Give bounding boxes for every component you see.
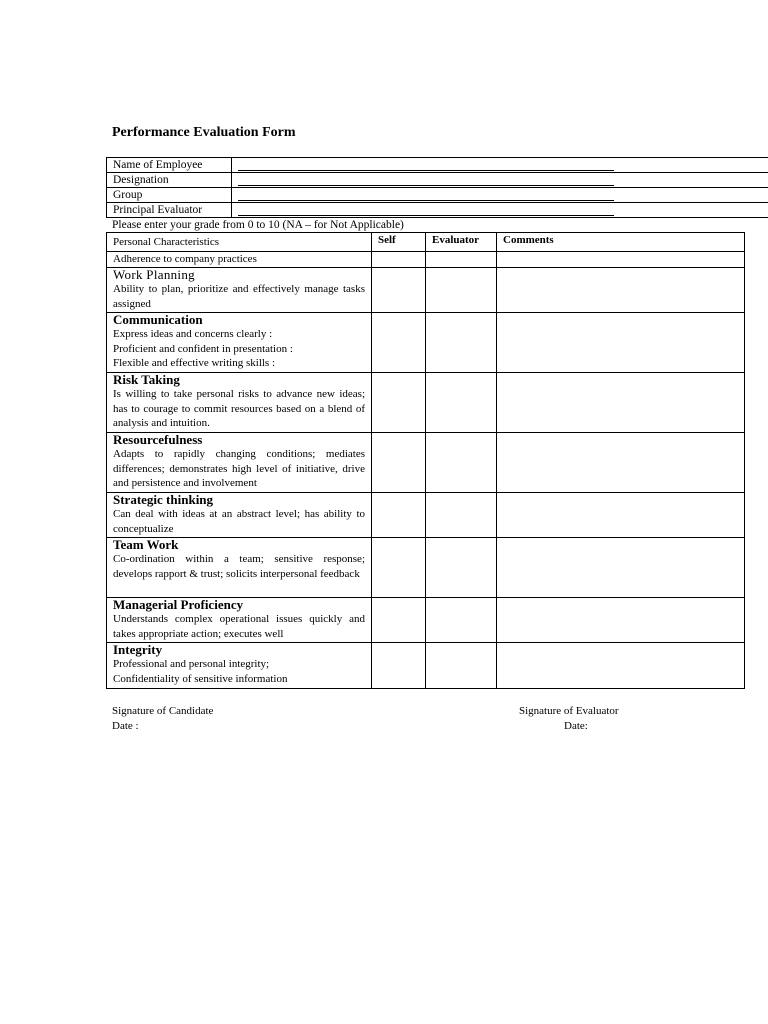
info-label: Group xyxy=(107,188,232,203)
self-grade-cell[interactable] xyxy=(372,433,426,493)
criteria-row xyxy=(107,373,745,433)
info-row-group xyxy=(107,188,768,203)
criteria-category: Resourcefulness xyxy=(113,432,203,447)
criteria-row xyxy=(107,252,745,268)
comments-cell[interactable] xyxy=(497,538,745,598)
evaluator-grade-cell[interactable] xyxy=(426,598,497,643)
criteria-category: Risk Taking xyxy=(113,372,180,387)
evaluator-grade-cell[interactable] xyxy=(426,493,497,538)
criteria-description: Adherence to company practices xyxy=(113,253,257,265)
criteria-category: Communication xyxy=(113,312,203,327)
employee-info-table xyxy=(106,157,768,218)
section-title: Personal Characteristics xyxy=(107,233,372,252)
criteria-category: Managerial Proficiency xyxy=(113,597,244,612)
criteria-description: Proficient and confident in presentation : xyxy=(113,342,293,355)
grid-header-row xyxy=(107,233,745,252)
column-header-self: Self xyxy=(372,233,426,252)
evaluation-grid xyxy=(106,232,745,689)
criteria-description: Adapts to rapidly changing conditions; mediates differences; demonstrates high level of initiative, drive and persistence and involvement xyxy=(113,448,365,489)
comments-cell[interactable] xyxy=(497,493,745,538)
evaluator-grade-cell[interactable] xyxy=(426,538,497,598)
self-grade-cell[interactable] xyxy=(372,598,426,643)
evaluator-date-label: Date: xyxy=(564,720,588,732)
name-of-employee-field[interactable] xyxy=(232,158,768,173)
criteria-cell xyxy=(107,373,372,433)
evaluator-grade-cell[interactable] xyxy=(426,268,497,313)
evaluator-grade-cell[interactable] xyxy=(426,313,497,373)
comments-cell[interactable] xyxy=(497,252,745,268)
self-grade-cell[interactable] xyxy=(372,643,426,689)
criteria-cell xyxy=(107,313,372,373)
grading-instruction: Please enter your grade from 0 to 10 (NA – for Not Applicable) xyxy=(112,219,404,231)
criteria-description: Co-ordination within a team; sensitive response; develops rapport & trust; solicits interpersonal feedback xyxy=(113,553,365,580)
criteria-description: Can deal with ideas at an abstract level; has ability to conceptualize xyxy=(113,508,365,535)
info-label: Name of Employee xyxy=(107,158,232,173)
column-header-evaluator: Evaluator xyxy=(426,233,497,252)
criteria-row xyxy=(107,538,745,598)
criteria-cell xyxy=(107,252,372,268)
criteria-description: Understands complex operational issues quickly and takes appropriate action; executes well xyxy=(113,613,365,640)
principal-evaluator-field[interactable] xyxy=(232,203,768,218)
criteria-cell xyxy=(107,643,372,689)
info-label: Principal Evaluator xyxy=(107,203,232,218)
group-field[interactable] xyxy=(232,188,768,203)
evaluator-signature-label: Signature of Evaluator xyxy=(519,705,619,717)
info-row-name xyxy=(107,158,768,173)
candidate-date-label: Date : xyxy=(112,720,139,732)
form-title: Performance Evaluation Form xyxy=(112,125,296,140)
column-header-comments: Comments xyxy=(497,233,745,252)
criteria-cell xyxy=(107,493,372,538)
evaluator-signature-block xyxy=(519,704,619,734)
criteria-cell xyxy=(107,598,372,643)
info-label: Designation xyxy=(107,173,232,188)
criteria-cell xyxy=(107,538,372,598)
self-grade-cell[interactable] xyxy=(372,538,426,598)
criteria-row xyxy=(107,433,745,493)
criteria-cell xyxy=(107,268,372,313)
criteria-category: Strategic thinking xyxy=(113,492,214,507)
evaluator-grade-cell[interactable] xyxy=(426,373,497,433)
comments-cell[interactable] xyxy=(497,313,745,373)
self-grade-cell[interactable] xyxy=(372,373,426,433)
criteria-category: Integrity xyxy=(113,642,163,657)
comments-cell[interactable] xyxy=(497,373,745,433)
criteria-cell xyxy=(107,433,372,493)
criteria-row xyxy=(107,598,745,643)
comments-cell[interactable] xyxy=(497,433,745,493)
comments-cell[interactable] xyxy=(497,598,745,643)
evaluator-grade-cell[interactable] xyxy=(426,643,497,689)
self-grade-cell[interactable] xyxy=(372,493,426,538)
criteria-row xyxy=(107,643,745,689)
criteria-category: Work Planning xyxy=(113,267,195,282)
comments-cell[interactable] xyxy=(497,268,745,313)
criteria-description: Professional and personal integrity; xyxy=(113,658,270,670)
info-row-evaluator xyxy=(107,203,768,218)
designation-field[interactable] xyxy=(232,173,768,188)
candidate-signature-label: Signature of Candidate xyxy=(112,705,214,717)
criteria-description: Flexible and effective writing skills : xyxy=(113,357,276,369)
criteria-description: Confidentiality of sensitive information xyxy=(113,672,288,685)
candidate-signature-block xyxy=(112,704,213,734)
info-row-designation xyxy=(107,173,768,188)
self-grade-cell[interactable] xyxy=(372,252,426,268)
self-grade-cell[interactable] xyxy=(372,313,426,373)
evaluator-grade-cell[interactable] xyxy=(426,433,497,493)
criteria-description: Is willing to take personal risks to advance new ideas; has to courage to commit resources based on a blend of analysis and intuition. xyxy=(113,388,365,429)
evaluator-grade-cell[interactable] xyxy=(426,252,497,268)
comments-cell[interactable] xyxy=(497,643,745,689)
self-grade-cell[interactable] xyxy=(372,268,426,313)
criteria-description: Ability to plan, prioritize and effectively manage tasks assigned xyxy=(113,283,365,310)
criteria-row xyxy=(107,313,745,373)
criteria-category: Team Work xyxy=(113,537,179,552)
criteria-row xyxy=(107,268,745,313)
criteria-description: Express ideas and concerns clearly : xyxy=(113,328,273,340)
criteria-row xyxy=(107,493,745,538)
